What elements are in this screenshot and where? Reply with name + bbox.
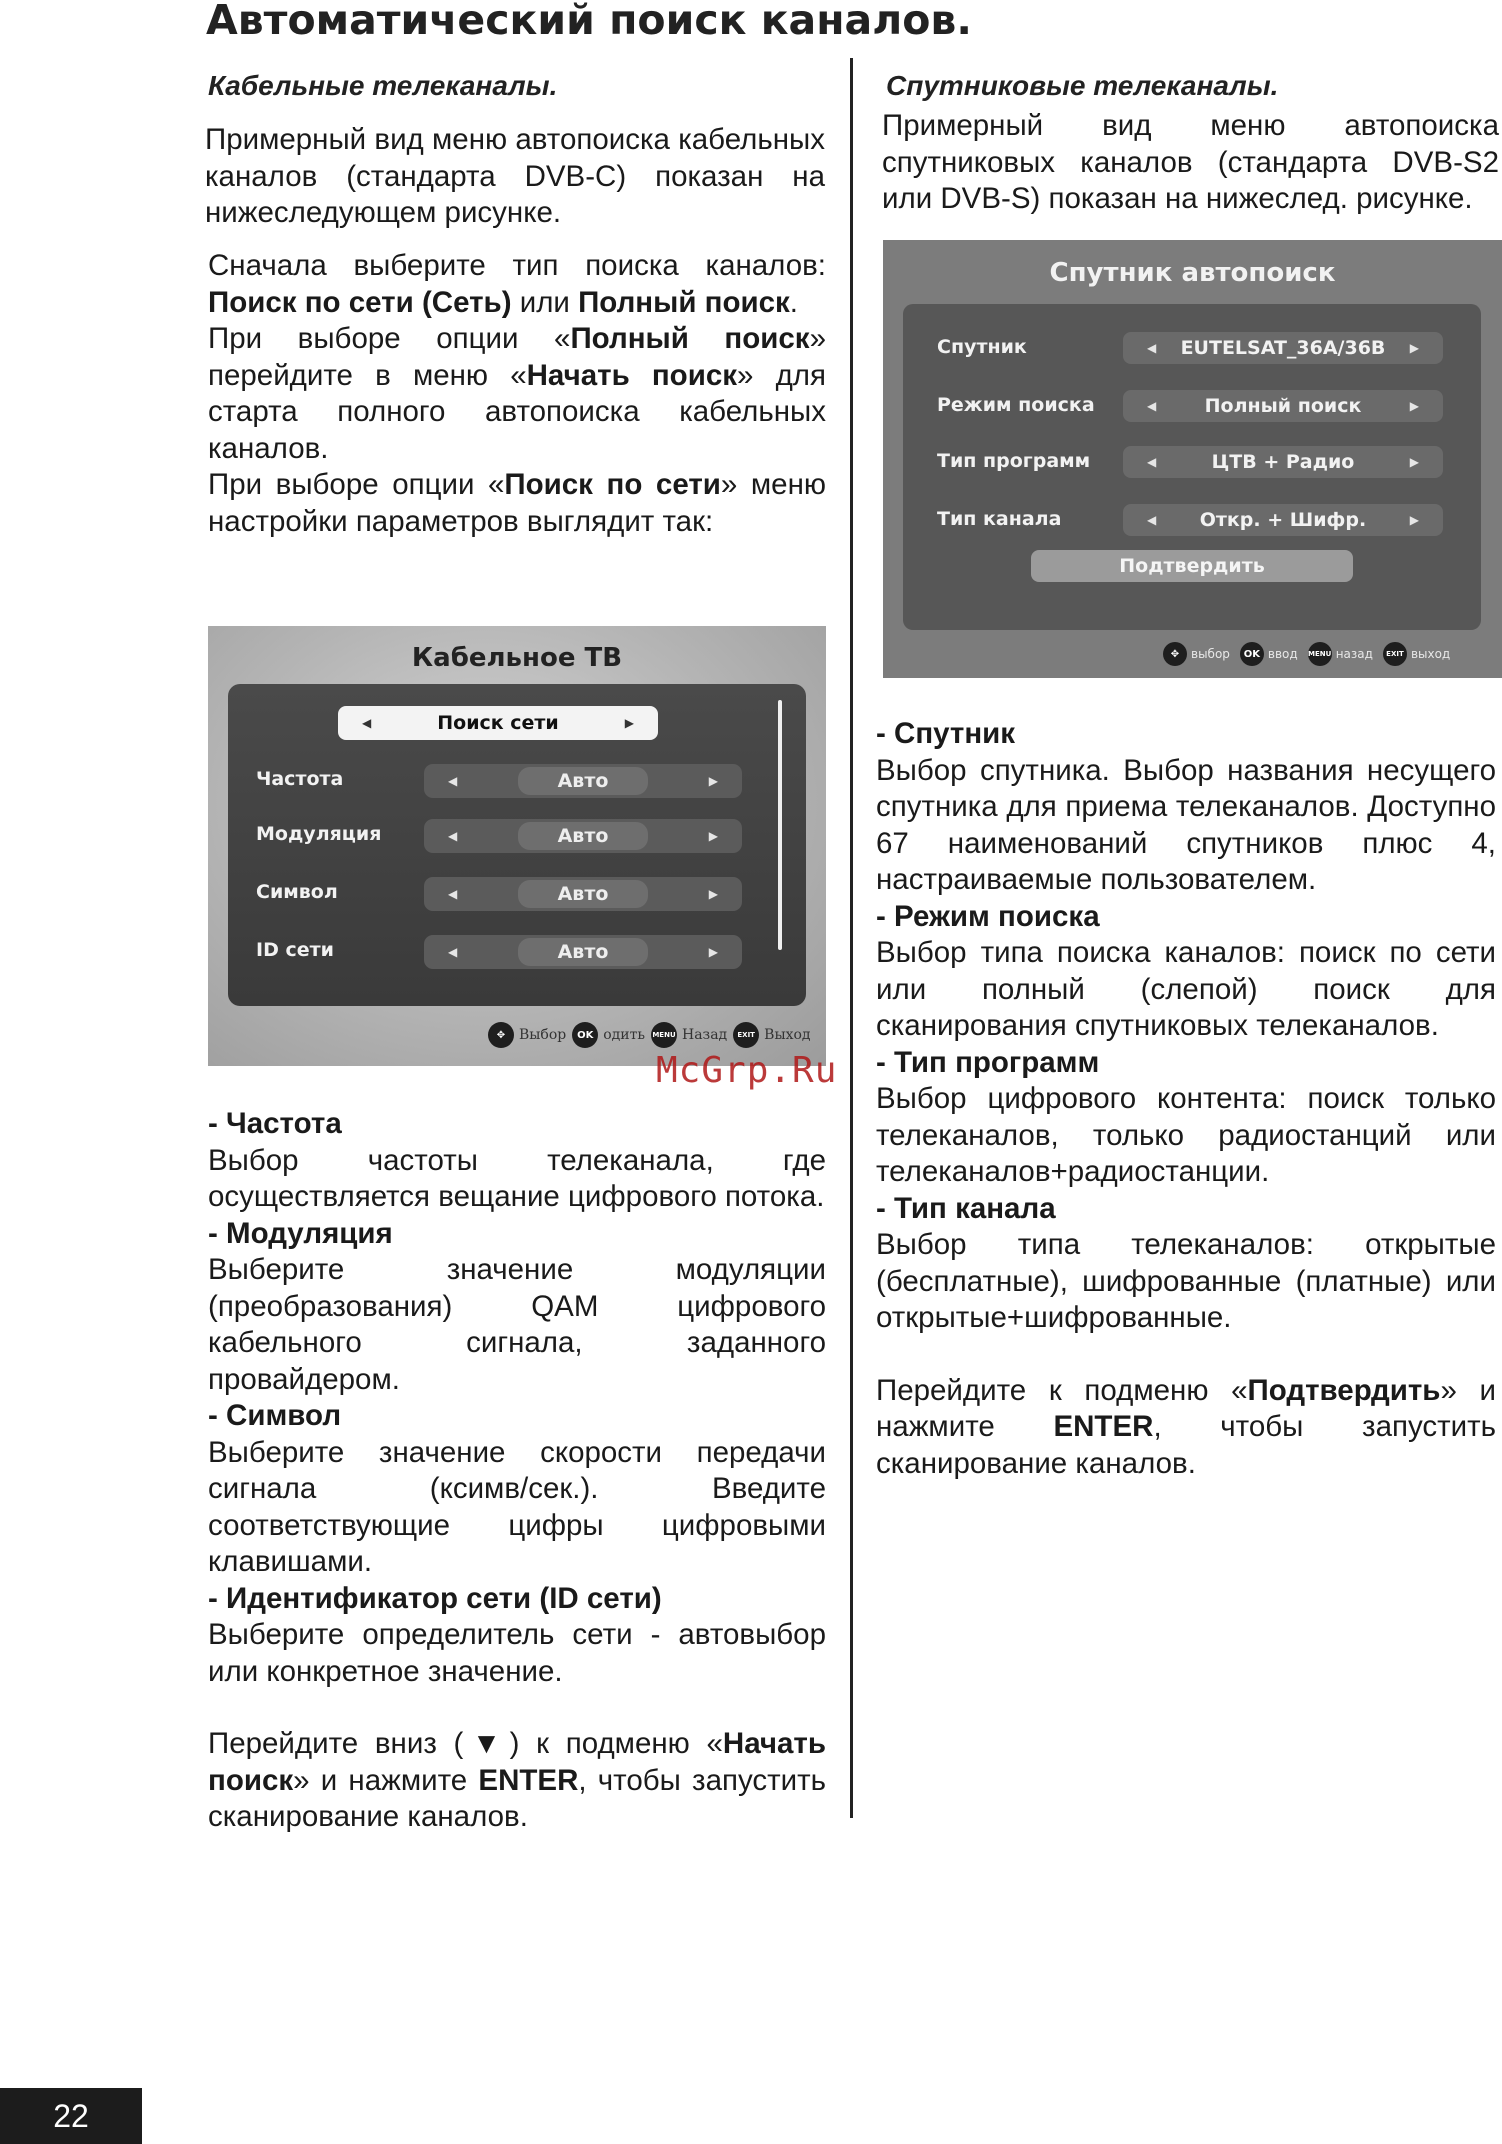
arrow-left-icon: ◀ <box>1147 341 1157 355</box>
confirm-button[interactable]: Подтвердить <box>1031 550 1353 582</box>
modulation-label: Модуляция <box>256 823 382 845</box>
section-text: Выбор цифрового контента: поиск только телеканалов, только радиостанций или телеканалов+радиостанции. <box>876 1082 1496 1188</box>
search-mode-label: Режим поиска <box>937 394 1095 416</box>
search-mode-value: Полный поиск <box>1204 395 1362 417</box>
frequency-selector[interactable] <box>424 764 742 798</box>
cable-intro: Примерный вид меню автопоиска кабельных каналов (стандарта DVB-C) показан на нижеследующем рисунке. <box>205 123 825 229</box>
arrow-left-icon: ◀ <box>448 945 458 959</box>
cable-heading: Кабельные телеканалы. <box>208 70 558 101</box>
section-title: - Модуляция <box>208 1216 393 1250</box>
arrow-right-icon: ▶ <box>1409 341 1419 355</box>
symbol-value: Авто <box>518 880 649 908</box>
arrow-right-icon: ▶ <box>1409 455 1419 469</box>
arrow-left-icon: ◀ <box>448 887 458 901</box>
arrow-right-icon: ▶ <box>708 774 718 788</box>
search-mode-value: Поиск сети <box>437 712 559 734</box>
exit-button-icon: EXIT <box>733 1022 759 1048</box>
page-title: Автоматический поиск каналов. <box>206 0 972 44</box>
arrow-right-icon: ▶ <box>1409 513 1419 527</box>
hint-back: MENU назад <box>1308 642 1373 666</box>
section-text: Выберите значение скорости передачи сигнала (ксимв/сек.). Введите соответствующие цифры цифровыми клавишами. <box>208 1435 826 1578</box>
satellite-heading: Спутниковые телеканалы. <box>886 70 1279 101</box>
arrow-right-icon: ▶ <box>1409 399 1419 413</box>
cable-para2: При выборе опции «Полный поиск» перейдите в меню «Начать поиск» для старта полного автопоиска кабельных каналов. <box>208 322 826 465</box>
sat-search-mode-selector[interactable] <box>1123 390 1443 422</box>
modulation-selector[interactable] <box>424 819 742 853</box>
section-title: - Спутник <box>876 717 1016 750</box>
arrow-left-icon: ◀ <box>448 774 458 788</box>
sat-hint-bar <box>1163 642 1450 666</box>
search-mode-selector[interactable] <box>338 706 658 740</box>
scrollbar[interactable] <box>778 700 782 950</box>
sat-settings-panel <box>903 304 1481 630</box>
ok-button-icon: OK <box>1240 642 1264 666</box>
cable-parameter-list <box>208 1106 826 1836</box>
satellite-screenshot <box>883 240 1502 678</box>
section-title: - Идентификатор сети (ID сети) <box>208 1581 662 1615</box>
hint-exit: EXIT Выход <box>733 1022 810 1048</box>
program-type-value: ЦТВ + Радио <box>1211 451 1355 473</box>
network-id-label: ID сети <box>256 939 334 961</box>
hint-exit: EXIT выход <box>1383 642 1450 666</box>
symbol-selector[interactable] <box>424 877 742 911</box>
frequency-label: Частота <box>256 768 344 790</box>
modulation-value: Авто <box>518 822 649 850</box>
arrow-right-icon: ▶ <box>708 887 718 901</box>
menu-button-icon: MENU <box>1308 642 1332 666</box>
hint-select: ✥ выбор <box>1163 642 1230 666</box>
hint-back: MENU Назад <box>651 1022 727 1048</box>
satellite-intro: Примерный вид меню автопоиска спутниковых каналов (стандарта DVB-S2 или DVB-S) показан на нижеслед. рисунке. <box>882 109 1499 215</box>
dpad-icon: ✥ <box>488 1022 514 1048</box>
arrow-left-icon: ◀ <box>1147 513 1157 527</box>
section-text: Выберите определитель сети - автовыбор или конкретное значение. <box>208 1618 826 1688</box>
exit-button-icon: EXIT <box>1383 642 1407 666</box>
section-text: Выбор типа поиска каналов: поиск по сети или полный (слепой) поиск для сканирования спутниковых телеканалов. <box>876 936 1496 1042</box>
arrow-left-icon: ◀ <box>1147 455 1157 469</box>
satellite-selector[interactable] <box>1123 332 1443 364</box>
cable-settings-panel <box>228 684 806 1006</box>
program-type-label: Тип программ <box>937 450 1091 472</box>
sat-screen-title: Спутник автопоиск <box>1049 258 1336 288</box>
arrow-right-icon: ▶ <box>708 945 718 959</box>
satellite-value: EUTELSAT_36A/36B <box>1180 337 1386 359</box>
section-text: Выбор типа телеканалов: открытые (бесплатные), шифрованные (платные) или открытые+шифрованные. <box>876 1228 1496 1334</box>
satellite-outro: Перейдите к подменю «Подтвердить» и нажмите ENTER, чтобы запустить сканирование каналов. <box>876 1373 1496 1480</box>
symbol-label: Символ <box>256 881 338 903</box>
channel-type-selector[interactable] <box>1123 504 1443 536</box>
dpad-icon: ✥ <box>1163 642 1187 666</box>
arrow-left-icon: ◀ <box>448 829 458 843</box>
hint-enter: OK ввод <box>1240 642 1298 666</box>
cable-instructions <box>208 248 826 540</box>
page-number: 22 <box>0 2088 142 2144</box>
cable-outro: Перейдите вниз (▼) к подменю «Начать поиск» и нажмите ENTER, чтобы запустить сканирование каналов. <box>208 1727 826 1833</box>
satellite-parameter-list <box>876 716 1496 1482</box>
channel-type-label: Тип канала <box>937 508 1062 530</box>
menu-button-icon: MENU <box>651 1022 677 1048</box>
section-text: Выберите значение модуляции (преобразования) QAM цифрового кабельного сигнала, заданного провайдером. <box>208 1253 826 1396</box>
cable-screen-title: Кабельное ТВ <box>411 643 623 673</box>
section-text: Выбор спутника. Выбор названия несущего спутника для приема телеканалов. Доступно 67 наименований спутников плюс 4, настраиваемые пользователем. <box>876 753 1496 896</box>
cable-tv-screenshot <box>208 626 826 1066</box>
program-type-selector[interactable] <box>1123 446 1443 478</box>
satellite-label: Спутник <box>937 336 1027 358</box>
column-divider <box>850 58 853 1818</box>
hint-enter: OK одить <box>572 1022 645 1048</box>
section-title: - Режим поиска <box>876 899 1100 933</box>
cable-para3: При выборе опции «Поиск по сети» меню настройки параметров выглядит так: <box>208 468 826 538</box>
network-id-value: Авто <box>518 938 649 966</box>
section-title: - Тип программ <box>876 1045 1100 1079</box>
section-text: Выбор частоты телеканала, где осуществляется вещание цифрового потока. <box>208 1143 826 1213</box>
section-title: - Тип канала <box>876 1191 1056 1225</box>
network-id-selector[interactable] <box>424 935 742 969</box>
cable-para1: Сначала выберите тип поиска каналов: Поиск по сети (Сеть) или Полный поиск. <box>208 249 826 319</box>
section-title: - Частота <box>208 1107 342 1140</box>
frequency-value: Авто <box>518 767 649 795</box>
arrow-right-icon: ▶ <box>624 716 634 730</box>
arrow-left-icon: ◀ <box>1147 399 1157 413</box>
section-title: - Символ <box>208 1399 342 1432</box>
arrow-left-icon: ◀ <box>362 716 372 730</box>
arrow-right-icon: ▶ <box>708 829 718 843</box>
cable-hint-bar <box>488 1022 811 1048</box>
watermark: McGrp.Ru <box>656 1050 838 1091</box>
channel-type-value: Откр. + Шифр. <box>1199 509 1367 531</box>
hint-select: ✥ Выбор <box>488 1022 566 1048</box>
ok-button-icon: OK <box>572 1022 598 1048</box>
